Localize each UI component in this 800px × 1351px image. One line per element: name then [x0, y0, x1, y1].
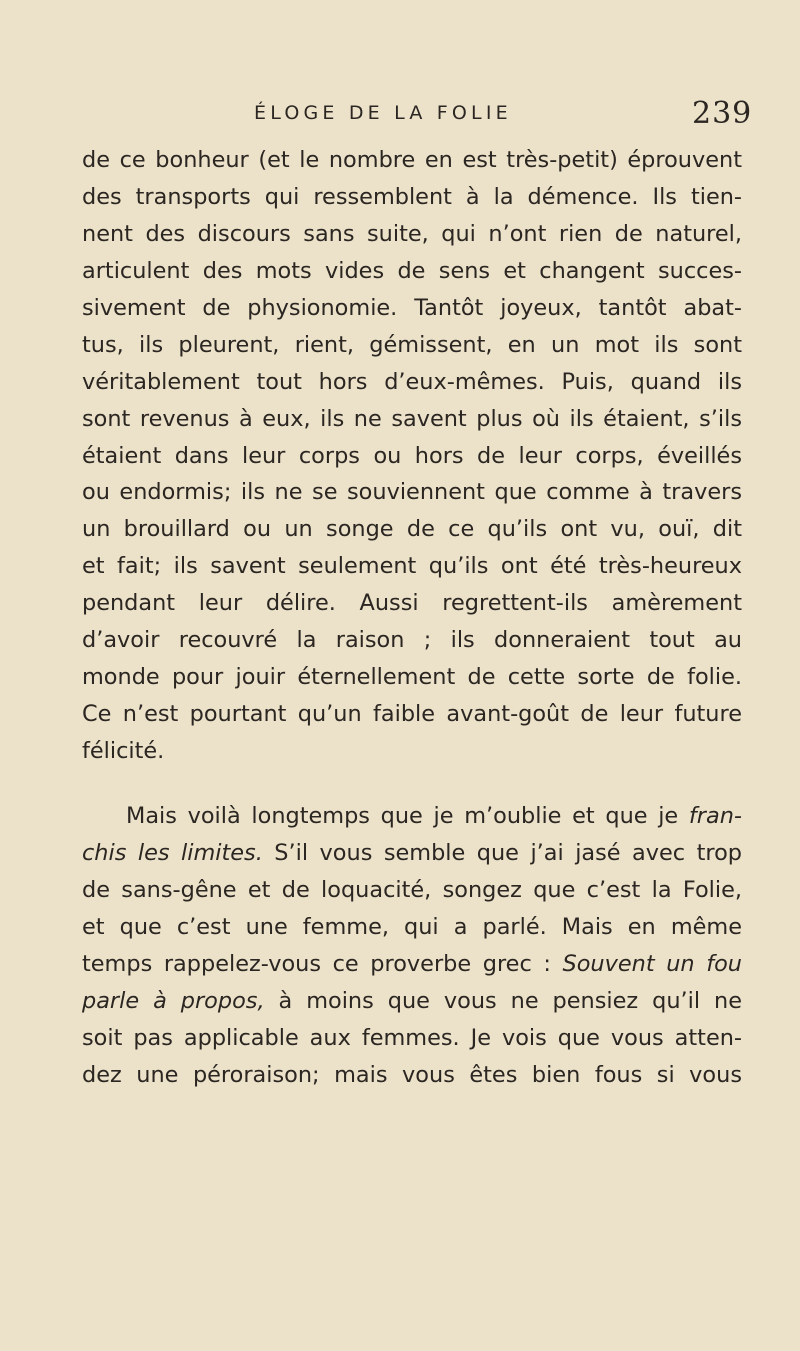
text-line: des transports qui ressemblent à la démence. Ils tien-	[82, 183, 742, 210]
text-line	[82, 946, 742, 983]
line-italic: parle à propos,	[82, 987, 265, 1014]
running-title: ÉLOGE DE LA FOLIE	[254, 102, 512, 124]
text-line: articulent des mots vides de sens et changent succes-	[82, 257, 742, 284]
text-line	[82, 983, 742, 1020]
line-roman: S’il vous semble que j’ai jasé avec trop	[262, 839, 742, 866]
text-line	[82, 798, 742, 835]
text-line: tus, ils pleurent, rient, gémissent, en un mot ils sont	[82, 331, 742, 358]
text-line: de ce bonheur (et le nombre en est très-petit) éprouvent	[82, 147, 742, 173]
line-roman: et que c’est une femme, qui a parlé. Mais en même	[82, 913, 742, 940]
text-line: sont revenus à eux, ils ne savent plus où ils étaient, s’ils	[82, 405, 742, 432]
text-line: d’avoir recouvré la raison ; ils donneraient tout au	[82, 627, 742, 654]
text-line: sivement de physionomie. Tantôt joyeux, tantôt abat-	[82, 294, 742, 321]
paragraph-2	[82, 798, 742, 1094]
text-line	[82, 1057, 742, 1094]
running-head	[0, 96, 800, 132]
text-line: et fait; ils savent seulement qu’ils ont été très-heureux	[82, 553, 742, 580]
line-roman: de sans-gêne et de loquacité, songez que c’est la Folie,	[82, 876, 742, 903]
text-line: véritablement tout hors d’eux-mêmes. Puis, quand ils	[82, 368, 742, 395]
line-roman: Mais voilà longtemps que je m’oublie et que je	[126, 802, 689, 829]
text-line: nent des discours sans suite, qui n’ont rien de naturel,	[82, 220, 742, 247]
line-italic: fran-	[688, 802, 742, 829]
text-line: Ce n’est pourtant qu’un faible avant-goût de leur future	[82, 701, 742, 728]
page-number: 239	[692, 96, 753, 131]
line-roman: temps rappelez-vous ce proverbe grec :	[82, 950, 563, 977]
text-line: félicité.	[82, 738, 165, 764]
line-roman: soit pas applicable aux femmes. Je vois que vous atten-	[82, 1024, 742, 1051]
paragraph-gap	[82, 770, 742, 798]
text-line	[82, 909, 742, 946]
text-line: étaient dans leur corps ou hors de leur corps, éveillés	[82, 442, 742, 469]
body-text	[82, 142, 742, 1093]
text-line: pendant leur délire. Aussi regrettent-ils amèrement	[82, 590, 742, 617]
line-italic: Souvent un fou	[562, 950, 742, 977]
text-line	[82, 835, 742, 872]
paragraph-1	[82, 142, 742, 770]
text-line: ou endormis; ils ne se souviennent que comme à travers	[82, 479, 742, 506]
text-line: monde pour jouir éternellement de cette sorte de folie.	[82, 664, 742, 691]
text-line	[82, 872, 742, 909]
line-roman: dez une péroraison; mais vous êtes bien fous si vous	[82, 1061, 742, 1088]
text-line: un brouillard ou un songe de ce qu’ils ont vu, ouï, dit	[82, 516, 742, 543]
line-italic: chis les limites.	[82, 839, 263, 866]
line-roman: à moins que vous ne pensiez qu’il ne	[264, 987, 742, 1014]
text-line	[82, 1020, 742, 1057]
